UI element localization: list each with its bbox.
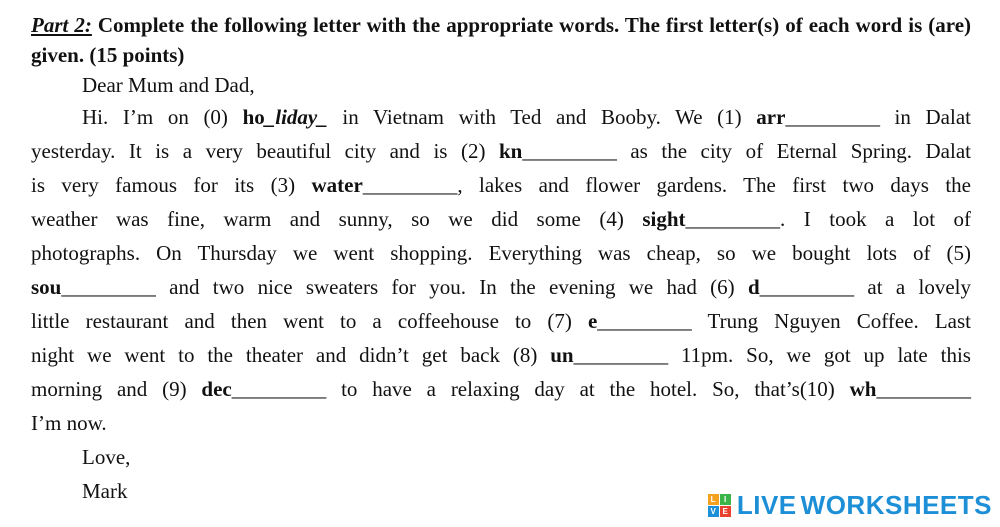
part-label: Part 2: <box>31 13 92 37</box>
letter-last-line: I’m now. <box>31 411 107 435</box>
given-letters: dec <box>201 377 232 401</box>
letter-line <box>31 338 971 372</box>
letter-text: _________ Trung Nguyen Coffee. Last <box>597 309 971 333</box>
letter-closing: Love, <box>82 445 131 469</box>
given-letters: sight <box>642 207 686 231</box>
instructions-heading <box>31 10 971 70</box>
letter-text: _________ at a lovely <box>759 275 971 299</box>
given-letters: water <box>311 173 363 197</box>
letter-text: _________ and two nice sweaters for you. In the evening we had (6) <box>61 275 748 299</box>
letter-line <box>31 168 971 202</box>
letter-line <box>31 372 971 406</box>
letter-text: yesterday. It is a very beautiful city and is (2) <box>31 139 499 163</box>
logo-tile: L <box>708 494 719 505</box>
letter-text: _________ 11pm. So, we got up late this <box>573 343 971 367</box>
letter-text: morning and (9) <box>31 377 202 401</box>
given-letters: d <box>747 275 760 299</box>
letter-text: _________ <box>876 377 971 401</box>
letter-line <box>31 304 971 338</box>
logo-tile: V <box>708 506 719 517</box>
brand-worksheets: WORKSHEETS <box>800 490 992 520</box>
brand-live: LIVE <box>736 490 797 520</box>
letter-text: is very famous for its (3) <box>31 173 312 197</box>
letter-line <box>31 270 971 304</box>
letter-text: in Vietnam with Ted and Booby. We (1) <box>327 105 757 129</box>
letter-text: _________, lakes and flower gardens. The first two days the <box>362 173 971 197</box>
letter-line <box>31 134 971 168</box>
letter-text: _________ in Dalat <box>785 105 971 129</box>
given-letters: ho <box>242 105 265 129</box>
logo-tile: E <box>720 506 731 517</box>
given-letters: sou <box>31 275 62 299</box>
letter-line <box>31 202 971 236</box>
given-letters: arr <box>756 105 786 129</box>
logo-tile: I <box>720 494 731 505</box>
letter-signature: Mark <box>82 479 128 503</box>
given-letters: wh <box>849 377 877 401</box>
letter-line <box>31 100 971 134</box>
letter-text: _________. I took a lot of <box>685 207 972 231</box>
worksheet <box>31 10 971 508</box>
letter-text: _________ as the city of Eternal Spring. Dalat <box>522 139 971 163</box>
given-letters: kn <box>498 139 523 163</box>
letter-line <box>31 236 971 270</box>
logo-tiles-icon <box>708 494 731 517</box>
letter-greeting: Dear Mum and Dad, <box>82 73 255 97</box>
liveworksheets-logo <box>708 490 992 521</box>
example-answer: _liday_ <box>264 105 328 129</box>
letter-text: _________ to have a relaxing day at the hotel. So, that’s(10) <box>231 377 850 401</box>
letter-text: weather was fine, warm and sunny, so we did some (4) <box>31 207 643 231</box>
letter-text: Hi. I’m on (0) <box>82 105 243 129</box>
letter-text: night we went to the theater and didn’t get back (8) <box>31 343 551 367</box>
letter-text: little restaurant and then went to a coffeehouse to (7) <box>31 309 588 333</box>
given-letters: e <box>587 309 598 333</box>
instructions-text: Complete the following letter with the appropriate words. The first letter(s) of each word is (are) given. (15 points) <box>31 13 972 67</box>
letter-text: photographs. On Thursday we went shopping. Everything was cheap, so we bought lots of (5) <box>31 241 971 265</box>
given-letters: un <box>550 343 574 367</box>
letter-body <box>31 100 971 406</box>
